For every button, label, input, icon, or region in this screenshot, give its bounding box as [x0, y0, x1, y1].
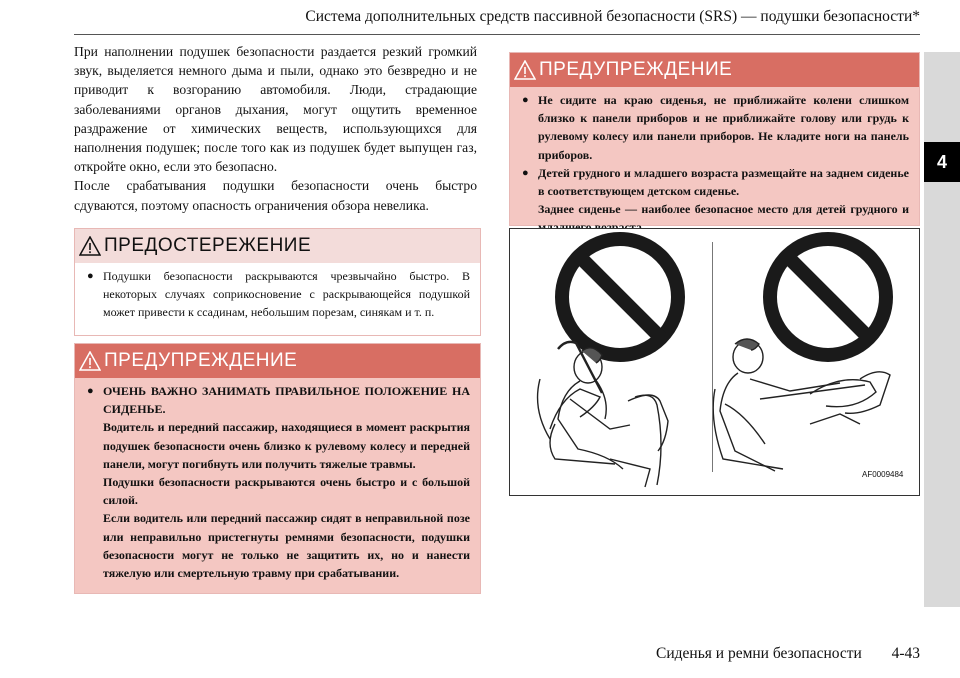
caution-box-title: ПРЕДОСТЕРЕЖЕНИЕ	[104, 235, 312, 256]
page-header-title: Система дополнительных средств пассивной безопасности (SRS) — подушки безопасности*	[305, 8, 920, 25]
passenger-feet-on-dash-figure	[713, 339, 890, 471]
illustration-frame	[509, 228, 920, 496]
caution-item: ● Подушки безопасности раскрываются чрезвычайно быстро. В некоторых случаях соприкосновение с раскрывающейся подушкой может привести к ссадинам, небольшим порезам, синякам и т. п.	[87, 267, 470, 322]
warning-right-item-2-continuation: Заднее сиденье — наиболее безопасное место для детей грудного и	[538, 202, 909, 217]
warning-triangle-icon	[79, 236, 101, 256]
figure-code: AF0009484	[862, 470, 904, 479]
warning-box-right	[509, 52, 920, 226]
warning-right-item-1: ● Не сидите на краю сиденья, не приближайте колени слишком близко к панели приборов и не приближайте голову или грудь к рулевому колесу или панели приборов. Не кладите ноги на панель приборов.	[522, 91, 909, 164]
warning-box-right-header	[510, 53, 919, 87]
header-divider	[74, 34, 920, 35]
warning-box-right-title: ПРЕДУПРЕЖДЕНИЕ	[539, 59, 733, 80]
chapter-number: 4	[924, 142, 960, 182]
warning-box-left-body	[75, 378, 480, 593]
page-number: 4-43	[891, 645, 920, 662]
illustration-divider	[712, 242, 713, 472]
warning-paragraph-1: Водитель и передний пассажир, находящиеся в момент раскрытия подушек безопасности очень близко к рулевому колесу и передней панели, могут погибнуть или получить тяжелые травмы.	[103, 420, 470, 471]
warning-box-left-header	[75, 344, 480, 378]
driver-too-close-figure	[538, 342, 668, 487]
warning-triangle-icon	[79, 351, 101, 371]
warning-paragraph-3: Если водитель или передний пассажир сидят в неправильной позе или неправильно пристегнуты ремнями безопасности, подушки безопасности могут не только не защитить их, но и нанести тяжелую или смертельную травму при срабатывании.	[103, 511, 470, 581]
intro-paragraph-1: При наполнении подушек безопасности раздается резкий громкий звук, выделяется немного дыма и пыли, однако это безвредно и не приводит к возгоранию автомобиля. Люди, страдающие заболеваниями органов дыхания, могут ощутить временное раздражение от химических веществ, использующихся для наполнения подушек; после того как из подушек будет выпущен газ, откройте окно, если это безопасно.	[74, 44, 477, 175]
caution-box-header	[75, 229, 480, 263]
warning-paragraph-2: Подушки безопасности раскрываются очень быстро и с большой силой.	[103, 475, 470, 508]
intro-text	[74, 42, 477, 215]
chapter-tab	[924, 52, 960, 607]
incorrect-seating-illustration	[510, 229, 919, 495]
intro-paragraph-2: После срабатывания подушки безопасности очень быстро сдуваются, поэтому опасность ограничения обзора невелика.	[74, 178, 477, 213]
warning-box-left-title: ПРЕДУПРЕЖДЕНИЕ	[104, 350, 298, 371]
no-entry-sign-icon	[770, 239, 886, 355]
no-entry-sign-icon	[562, 239, 678, 355]
caution-box-body	[75, 263, 480, 335]
warning-triangle-icon	[514, 60, 536, 80]
page-footer	[610, 645, 920, 663]
warning-item-head: ● ОЧЕНЬ ВАЖНО ЗАНИМАТЬ ПРАВИЛЬНОЕ ПОЛОЖЕНИЕ НА СИДЕНЬЕ.	[87, 382, 470, 418]
warning-box-left	[74, 343, 481, 594]
footer-section: Сиденья и ремни безопасности	[656, 645, 862, 662]
warning-right-item-2: ● Детей грудного и младшего возраста размещайте на заднем сиденье в соответствующем детском сиденье.	[522, 164, 909, 200]
warning-box-right-body	[510, 87, 919, 225]
caution-box	[74, 228, 481, 336]
